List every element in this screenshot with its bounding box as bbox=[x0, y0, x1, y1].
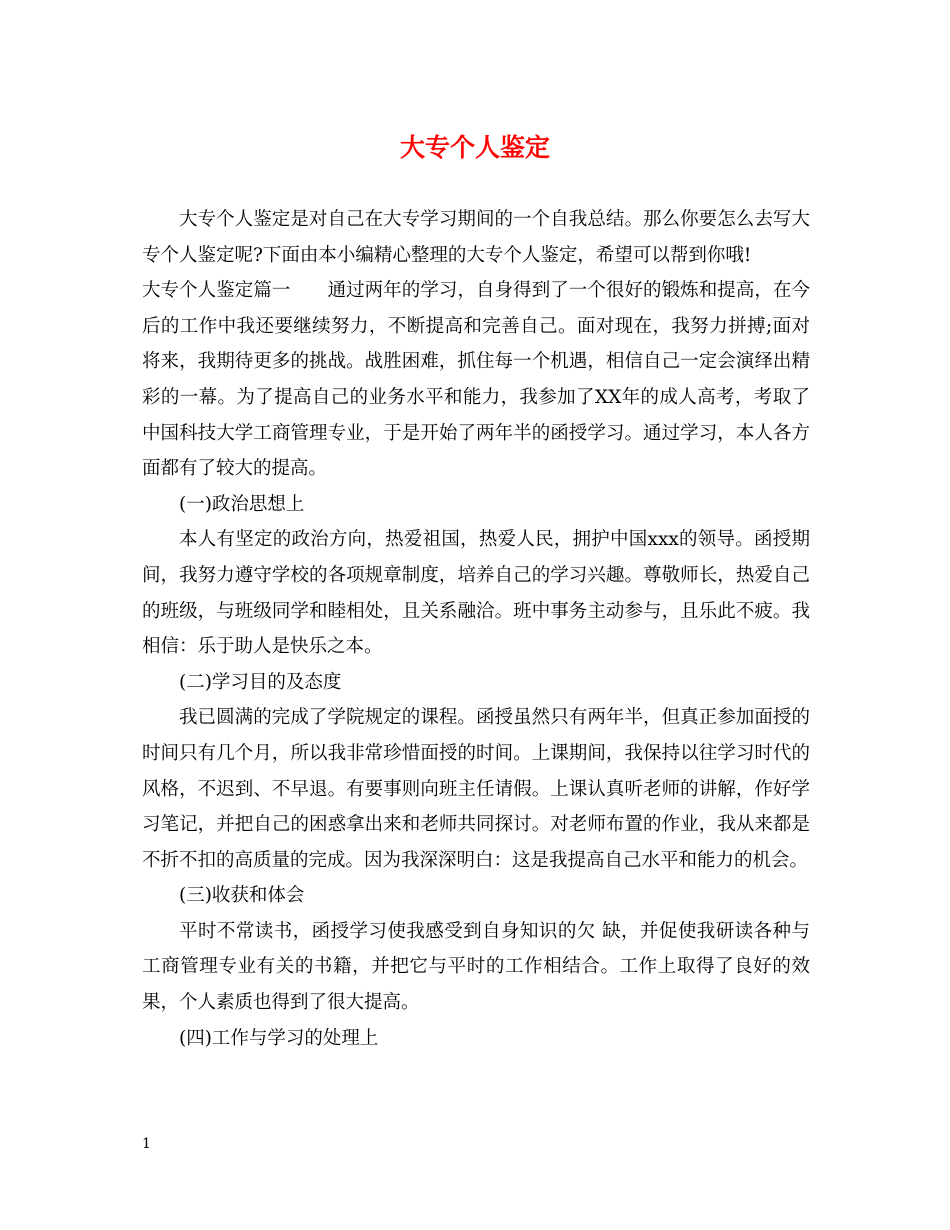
paragraph: 大专个人鉴定篇一 通过两年的学习，自身得到了一个很好的锻炼和提高，在今后的工作中我还要继续努力，不断提高和完善自己。面对现在，我努力拼搏;面对将来，我期待更多的挑战。战胜困难，抓住每一个机遇，相信自己一定会演绎出精彩的一幕。为了提高自己的业务水平和能力，我参加了XX年的成人高考，考取了中国科技大学工商管理专业，于是开始了两年半的函授学习。通过学习，本人各方面都有了较大的提高。 bbox=[142, 280, 810, 480]
section-heading: (三)收获和体会 bbox=[179, 885, 305, 907]
paragraph: 我已圆满的完成了学院规定的课程。函授虽然只有两年半，但真正参加面授的时间只有几个月，所以我非常珍惜面授的时间。上课期间，我保持以往学习时代的风格，不迟到、不早退。有要事则向班主任请假。上课认真听老师的讲解，作好学习笔记，并把自己的困惑拿出来和老师共同探讨。对老师布置的作业，我从来都是不折不扣的高质量的完成。因为我深深明白：这是我提高自己水平和能力的机会。 bbox=[142, 707, 810, 871]
paragraph: 平时不常读书，函授学习使我感受到自身知识的欠 缺，并促使我研读各种与工商管理专业有关的书籍，并把它与平时的工作相结合。工作上取得了良好的效果，个人素质也得到了很大提高。 bbox=[142, 920, 810, 1014]
document-body bbox=[142, 202, 810, 1056]
section-heading: (四)工作与学习的处理上 bbox=[179, 1027, 379, 1049]
paragraph: 大专个人鉴定是对自己在大专学习期间的一个自我总结。那么你要怎么去写大专个人鉴定呢?下面由本小编精心整理的大专个人鉴定，希望可以帮到你哦! bbox=[142, 209, 810, 266]
section-heading: (二)学习目的及态度 bbox=[179, 671, 342, 693]
section-heading: (一)政治思想上 bbox=[179, 493, 305, 515]
paragraph: 本人有坚定的政治方向，热爱祖国，热爱人民，拥护中国xxx的领导。函授期间，我努力遵守学校的各项规章制度，培养自己的学习兴趣。尊敬师长，热爱自己的班级，与班级同学和睦相处，且关系融洽。班中事务主动参与，且乐此不疲。我相信：乐于助人是快乐之本。 bbox=[142, 529, 810, 658]
document-title: 大专个人鉴定 bbox=[399, 133, 550, 162]
page-number: 1 bbox=[142, 1136, 151, 1152]
